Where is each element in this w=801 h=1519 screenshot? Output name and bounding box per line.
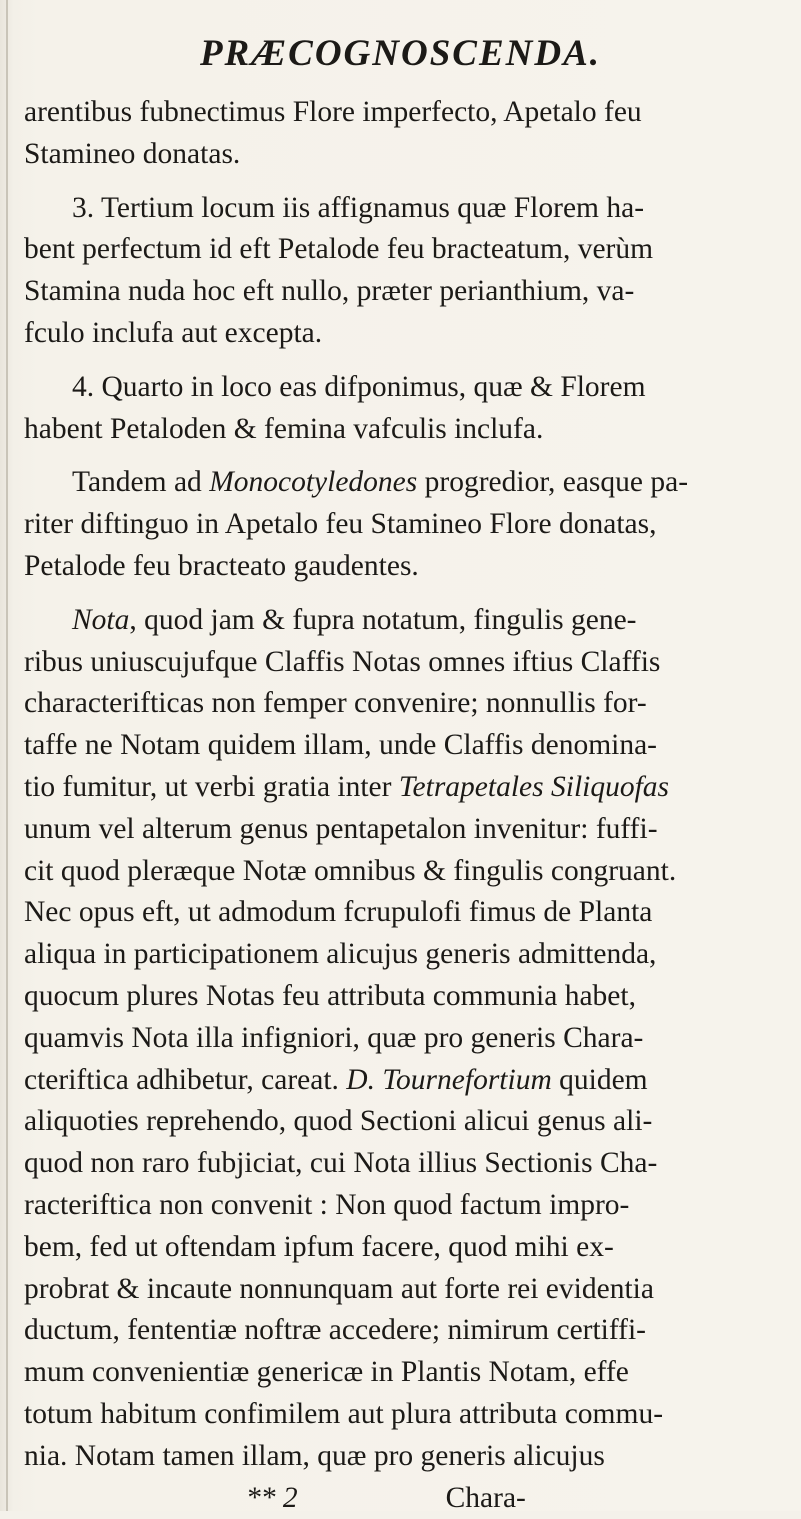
text-line bbox=[24, 1352, 794, 1394]
paragraph bbox=[24, 188, 794, 355]
text-line bbox=[24, 976, 794, 1018]
text-segment: bem, fed ut oftendam ipfum facere, quod mihi ex- bbox=[24, 1231, 614, 1263]
text-segment: tio fumitur, ut verbi gratia inter bbox=[24, 771, 399, 803]
text-segment: taffe ne Notam quidem illam, unde Claffis denomina- bbox=[24, 729, 657, 761]
text-line bbox=[24, 1269, 794, 1311]
text-segment: bent perfectum id eft Petalode feu bracteatum, verùm bbox=[24, 233, 653, 265]
text-segment: totum habitum confimilem aut plura attributa commu- bbox=[24, 1398, 663, 1430]
text-segment: mum convenientiæ genericæ in Plantis Notam, effe bbox=[24, 1356, 629, 1388]
text-segment: quamvis Nota illa infigniori, quæ pro generis Chara- bbox=[24, 1022, 643, 1054]
text-line bbox=[24, 1143, 794, 1185]
text-line bbox=[24, 1227, 794, 1269]
text-segment: quidem bbox=[552, 1064, 648, 1096]
text-line bbox=[24, 892, 794, 934]
text-line bbox=[24, 1060, 794, 1102]
text-line bbox=[24, 462, 794, 504]
italic-text: Nota bbox=[72, 604, 129, 636]
text-segment: Stamina nuda hoc eft nullo, præter perianthium, va- bbox=[24, 275, 634, 307]
text-segment: arentibus fubnectimus Flore imperfecto, Apetalo feu bbox=[24, 96, 642, 128]
text-line bbox=[24, 271, 794, 313]
signature-mark: ** 2 bbox=[246, 1478, 298, 1519]
text-line bbox=[24, 546, 794, 588]
text-segment: ribus uniuscujufque Claffis Notas omnes iftius Claffis bbox=[24, 646, 660, 678]
text-line bbox=[24, 725, 794, 767]
text-line bbox=[24, 934, 794, 976]
footer-row bbox=[24, 1478, 794, 1519]
text-line bbox=[24, 313, 794, 355]
text-line bbox=[24, 504, 794, 546]
text-segment: riter diftinguo in Apetalo feu Stamineo Flore donatas, bbox=[24, 508, 656, 540]
text-segment: habent Petaloden & femina vafculis inclufa. bbox=[24, 413, 543, 445]
text-segment: cit quod pleræque Notæ omnibus & fingulis congruant. bbox=[24, 855, 676, 887]
running-header: PRÆCOGNOSCENDA. bbox=[0, 32, 801, 75]
text-segment: , quod jam & fupra notatum, fingulis gene- bbox=[129, 604, 636, 636]
text-segment: 4. Quarto in loco eas difponimus, quæ & Florem bbox=[72, 371, 646, 403]
text-line bbox=[24, 1018, 794, 1060]
text-segment: Nec opus eft, ut admodum fcrupulofi fimus de Planta bbox=[24, 896, 652, 928]
italic-text: Tetrapetales Siliquofas bbox=[399, 771, 669, 803]
text-line bbox=[24, 229, 794, 271]
catchword: Chara- bbox=[446, 1478, 526, 1519]
text-segment: fculo inclufa aut excepta. bbox=[24, 317, 322, 349]
italic-text: D. Tournefortium bbox=[346, 1064, 551, 1096]
text-segment: Tandem ad bbox=[72, 466, 209, 498]
text-line bbox=[24, 1185, 794, 1227]
text-line bbox=[24, 851, 794, 893]
text-segment: quod non raro fubjiciat, cui Nota illius Sectionis Cha- bbox=[24, 1147, 657, 1179]
text-segment: cteriftica adhibetur, careat. bbox=[24, 1064, 346, 1096]
text-segment: progredior, easque pa- bbox=[417, 466, 688, 498]
text-segment: Stamineo donatas. bbox=[24, 138, 240, 170]
text-line bbox=[24, 134, 794, 176]
text-segment: racteriftica non convenit : Non quod factum impro- bbox=[24, 1189, 629, 1221]
text-line bbox=[24, 642, 794, 684]
paragraph bbox=[24, 92, 794, 176]
text-line bbox=[24, 188, 794, 230]
text-segment: Petalode feu bracteato gaudentes. bbox=[24, 550, 419, 582]
text-line bbox=[24, 683, 794, 725]
paragraph bbox=[24, 367, 794, 451]
text-line bbox=[24, 600, 794, 642]
text-segment: quocum plures Notas feu attributa communia habet, bbox=[24, 980, 636, 1012]
text-segment: probrat & incaute nonnunquam aut forte rei evidentia bbox=[24, 1273, 654, 1305]
paragraph bbox=[24, 600, 794, 1478]
text-segment: characterifticas non femper convenire; nonnullis for- bbox=[24, 687, 647, 719]
text-segment: aliquoties reprehendo, quod Sectioni alicui genus ali- bbox=[24, 1105, 652, 1137]
text-line bbox=[24, 1101, 794, 1143]
paragraph bbox=[24, 462, 794, 587]
text-segment: 3. Tertium locum iis affignamus quæ Florem ha- bbox=[72, 192, 644, 224]
italic-text: Monocotyledones bbox=[209, 466, 417, 498]
text-segment: nia. Notam tamen illam, quæ pro generis alicujus bbox=[24, 1440, 605, 1472]
text-line bbox=[24, 767, 794, 809]
text-line bbox=[24, 1436, 794, 1478]
body-text bbox=[24, 92, 794, 1519]
text-line bbox=[24, 409, 794, 451]
text-line bbox=[24, 1394, 794, 1436]
text-line bbox=[24, 92, 794, 134]
text-segment: aliqua in participationem alicujus generis admittenda, bbox=[24, 938, 656, 970]
text-segment: unum vel alterum genus pentapetalon invenitur: fuffi- bbox=[24, 813, 658, 845]
text-line bbox=[24, 367, 794, 409]
text-line bbox=[24, 809, 794, 851]
book-gutter bbox=[6, 0, 8, 1511]
text-line bbox=[24, 1310, 794, 1352]
text-segment: ductum, fententiæ noftræ accedere; nimirum certiffi- bbox=[24, 1314, 646, 1346]
